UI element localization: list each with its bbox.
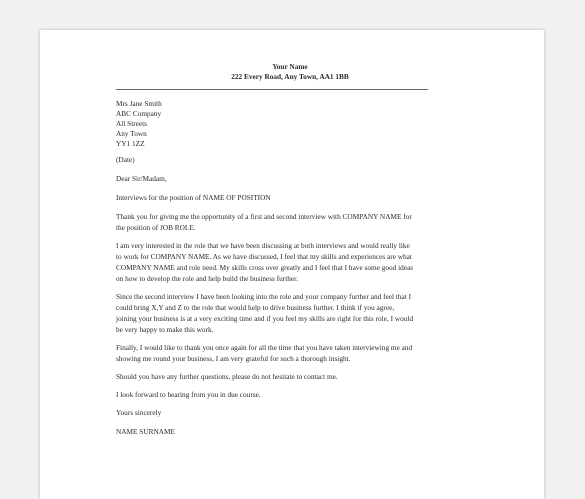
- paragraph-line: I am very interested in the role that we have been discussing at both interviews and would really like: [116, 241, 410, 250]
- paragraph-line: Since the second interview I have been looking into the role and your company further and feel that I: [116, 292, 412, 301]
- paragraph-line: COMPANY NAME and role need. My skills cross over greatly and I feel that I have some good ideas: [116, 263, 414, 272]
- recipient-line: ABC Company: [116, 109, 162, 118]
- paragraph-line: be very happy to make this work.: [116, 325, 214, 334]
- sender-address: 222 Every Road, Any Town, AA1 1BB: [231, 72, 349, 81]
- closing: Yours sincerely: [116, 408, 162, 417]
- paragraph-line: showing me round your business, I am very grateful for such a thorough insight.: [116, 354, 351, 363]
- paragraph-line: joining your business is at a very exciting time and if you feel my skills are right for this role, I would: [116, 314, 414, 323]
- recipient-line: Mrs Jane Smith: [116, 99, 162, 108]
- paragraph-line: could bring X,Y and Z to the role that would help to drive business further. I think if you agree,: [116, 303, 395, 312]
- paragraph-line: I look forward to hearing from you in due course.: [116, 390, 261, 399]
- recipient-line: YY1 1ZZ: [116, 139, 145, 148]
- paragraph-line: Thank you for giving me the opportunity of a first and second interview with COMPANY NAME for: [116, 212, 412, 221]
- paragraph-line: Should you have any further questions, please do not hesitate to contact me.: [116, 372, 338, 381]
- subject-line: Interviews for the position of NAME OF POSITION: [116, 193, 271, 202]
- salutation: Dear Sir/Madam,: [116, 174, 167, 183]
- recipient-line: Any Town: [116, 129, 147, 138]
- paragraph-line: to work for COMPANY NAME. As we have discussed, I feel that my skills and experiences are what: [116, 252, 412, 261]
- recipient-line: All Streets: [116, 119, 148, 128]
- header-divider: [116, 89, 428, 90]
- signature-name: NAME SURNAME: [116, 427, 175, 436]
- sender-name: Your Name: [272, 62, 308, 71]
- paragraph-line: Finally, I would like to thank you once again for all the time that you have taken interviewing me and: [116, 343, 413, 352]
- paragraph-line: the position of JOB ROLE.: [116, 223, 196, 232]
- paragraph-line: on how to develop the role and help build the business further.: [116, 274, 298, 283]
- letter-date: (Date): [116, 155, 135, 164]
